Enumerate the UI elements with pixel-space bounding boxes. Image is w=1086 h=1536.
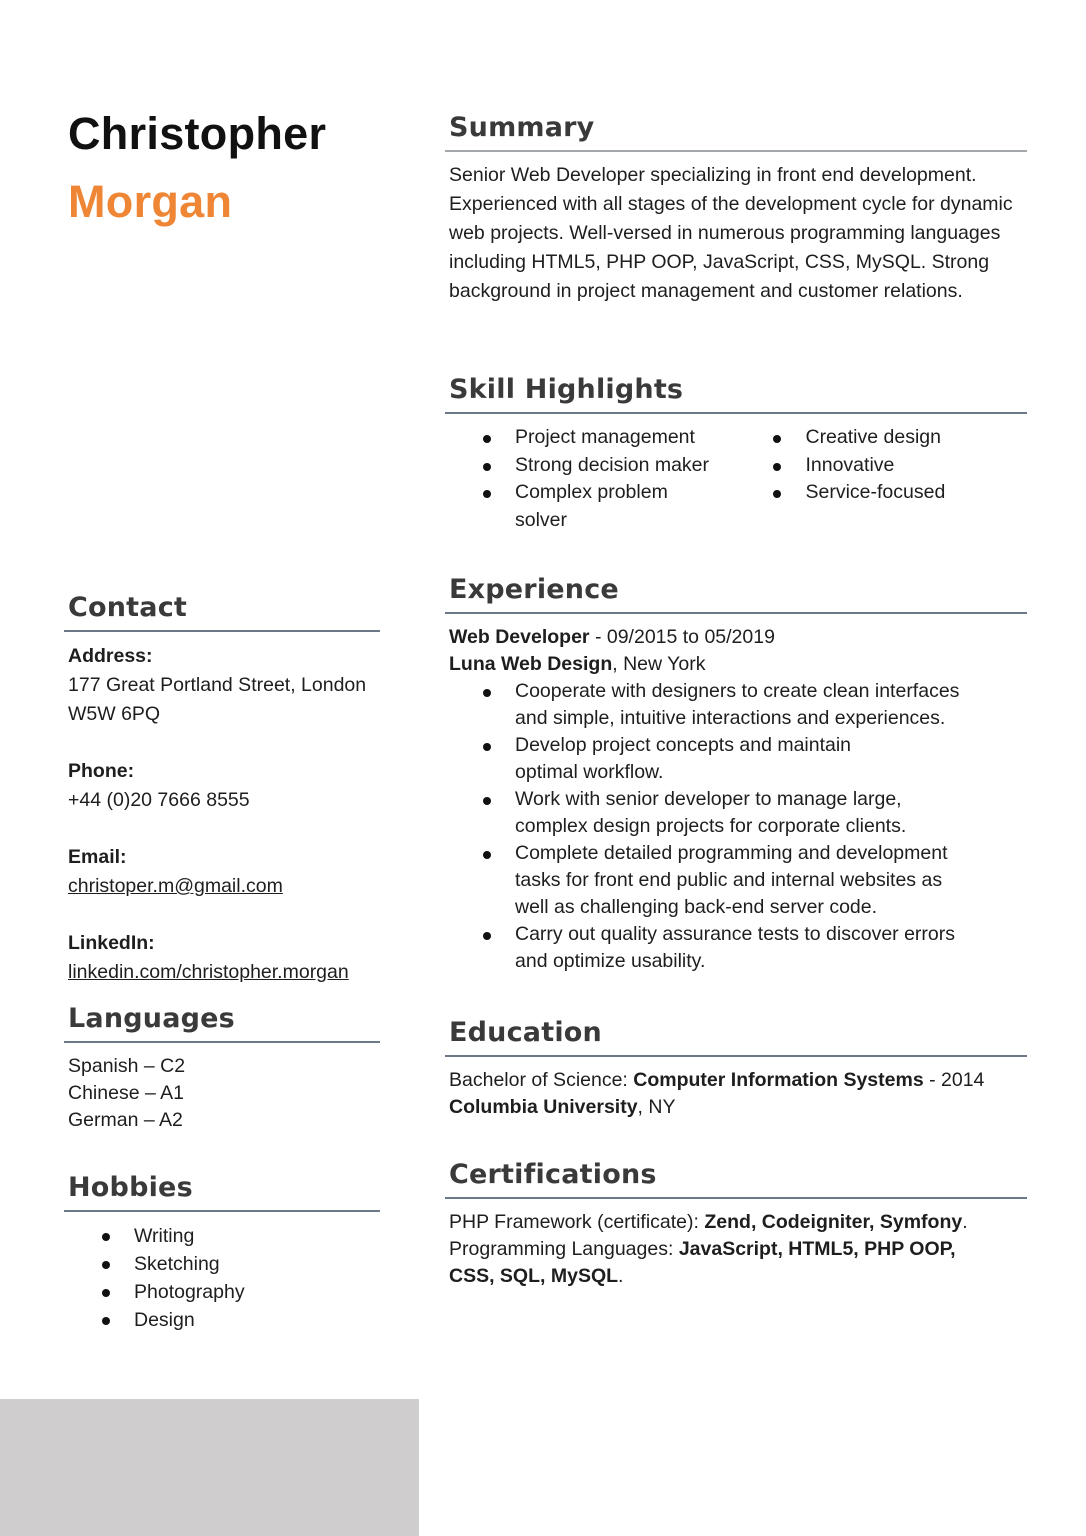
cert-line-php [449, 1209, 1004, 1236]
school-name: Columbia University [449, 1096, 638, 1118]
languages-section [64, 1001, 380, 1134]
education-section [445, 1015, 1027, 1121]
address-label: Address: [68, 645, 153, 667]
skills-list-col2 [739, 424, 1027, 534]
contact-heading: Contact [68, 592, 188, 623]
linkedin-label: LinkedIn: [68, 932, 155, 954]
experience-bullet: Cooperate with designers to create clean interfaces and simple, intuitive interactions and experiences. [449, 678, 969, 732]
last-name: Morgan [68, 176, 233, 227]
email-label: Email: [68, 846, 127, 868]
degree-line [449, 1067, 1027, 1094]
language-item: Chinese – A1 [68, 1082, 185, 1104]
first-name: Christopher [68, 108, 327, 159]
job-dates: - 09/2015 to 05/2019 [589, 626, 775, 648]
address-line1: 177 Great Portland Street, London [68, 674, 367, 696]
certifications-divider [445, 1197, 1027, 1199]
cert-lang-prefix: Programming Languages: [449, 1238, 679, 1260]
hobbies-heading: Hobbies [68, 1172, 193, 1203]
skill-item: Strong decision maker [449, 452, 739, 480]
experience-bullet: Develop project concepts and maintain optimal workflow. [449, 732, 969, 786]
education-divider [445, 1055, 1027, 1057]
email-link[interactable]: christoper.m@gmail.com [68, 875, 283, 897]
skill-item: Innovative [739, 452, 1027, 480]
skills-section [445, 372, 1027, 534]
summary-section [445, 110, 1027, 306]
school-line [449, 1094, 1027, 1121]
phone-label: Phone: [68, 760, 135, 782]
hobby-item: Photography [68, 1278, 380, 1306]
language-item: Spanish – C2 [68, 1055, 186, 1077]
decorative-gray-block [0, 1399, 419, 1536]
address-line2: W5W 6PQ [68, 703, 161, 725]
summary-heading: Summary [449, 112, 595, 143]
hobbies-divider [64, 1210, 380, 1212]
cert-php-end: . [962, 1211, 968, 1233]
education-heading: Education [449, 1017, 602, 1048]
summary-text: Senior Web Developer specializing in front end development. Experienced with all stages of the development cycle for dynamic web projects. Well-versed in numerous programming languages including HTML5, PHP OOP, JavaScript, CSS, MySQL. Strong background in project management and customer relations. [449, 164, 1013, 302]
job-location: , New York [612, 653, 706, 675]
contact-divider [64, 630, 380, 632]
skills-divider [445, 412, 1027, 414]
languages-divider [64, 1041, 380, 1043]
contact-section [64, 590, 380, 987]
degree-name: Computer Information Systems [633, 1069, 924, 1091]
hobby-item: Sketching [68, 1250, 380, 1278]
cert-lang-end: . [618, 1265, 624, 1287]
experience-divider [445, 612, 1027, 614]
skill-item: Project management [449, 424, 739, 452]
job-title-line [449, 624, 1027, 651]
certifications-heading: Certifications [449, 1159, 657, 1190]
experience-bullet: Carry out quality assurance tests to discover errors and optimize usability. [449, 921, 969, 975]
phone-value: +44 (0)20 7666 8555 [68, 789, 250, 811]
job-company-line [449, 651, 1027, 678]
experience-bullet: Work with senior developer to manage large, complex design projects for corporate clients. [449, 786, 969, 840]
certifications-section [445, 1157, 1027, 1290]
linkedin-link[interactable]: linkedin.com/christopher.morgan [68, 961, 349, 983]
experience-heading: Experience [449, 574, 619, 605]
skills-heading: Skill Highlights [449, 374, 684, 405]
experience-bullet: Complete detailed programming and development tasks for front end public and internal websites as well as challenging back-end server code. [449, 840, 969, 921]
skill-item: Creative design [739, 424, 1027, 452]
school-location: , NY [637, 1096, 676, 1118]
job-company: Luna Web Design [449, 653, 613, 675]
languages-heading: Languages [68, 1003, 235, 1034]
hobby-item: Design [68, 1306, 380, 1334]
degree-year: - 2014 [923, 1069, 985, 1091]
degree-prefix: Bachelor of Science: [449, 1069, 634, 1091]
language-item: German – A2 [68, 1109, 183, 1131]
cert-php-frameworks: Zend, Codeigniter, Symfony [704, 1211, 963, 1233]
cert-lang-list: JavaScript, HTML5, PHP OOP, CSS, SQL, MySQL [449, 1238, 956, 1287]
experience-section [445, 572, 1027, 975]
job-role: Web Developer [449, 626, 590, 648]
summary-divider [445, 150, 1027, 152]
cert-php-prefix: PHP Framework (certificate): [449, 1211, 705, 1233]
skill-item: Complex problem solver [449, 479, 685, 534]
skills-list-col1 [449, 424, 739, 534]
skill-item: Service-focused [739, 479, 1027, 507]
hobby-item: Writing [68, 1222, 380, 1250]
hobbies-section [64, 1170, 380, 1334]
cert-line-languages [449, 1236, 1004, 1290]
